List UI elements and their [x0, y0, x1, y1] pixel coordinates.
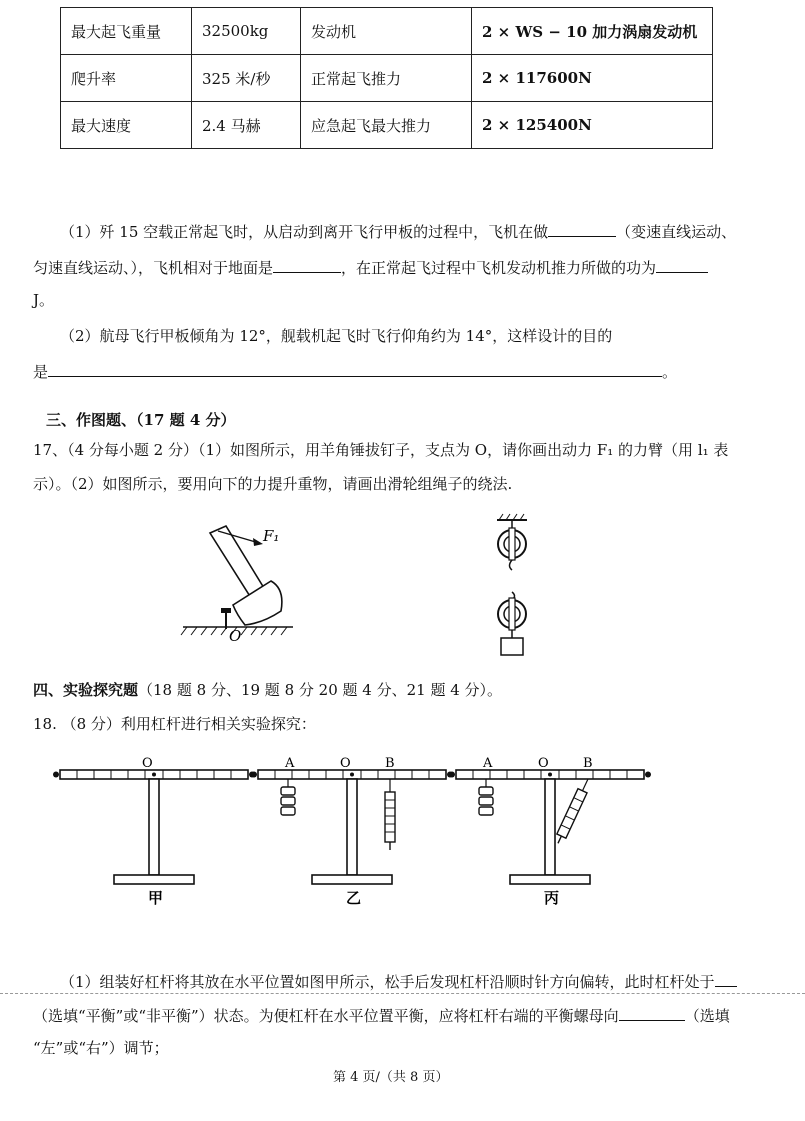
table-cell: 2 × 117600N	[472, 55, 713, 102]
q18-part1-line1: （1）组装好杠杆将其放在水平位置如图甲所示，松手后发现杠杆沿顺时针方向偏转，此时杠杆处于	[60, 970, 737, 992]
q16-part2-line1: （2）航母飞行甲板倾角为 12°，舰载机起飞时飞行仰角约为 14°，这样设计的目的	[60, 327, 613, 345]
table-cell: 发动机	[301, 8, 472, 55]
q16-part1-line3: J。	[33, 291, 55, 309]
table-cell: 应急起飞最大推力	[301, 102, 472, 149]
table-row	[61, 8, 713, 55]
q18-part1-line3: “左”或“右”）调节；	[33, 1039, 169, 1057]
table-cell: 325 米/秒	[192, 55, 301, 102]
pivot-o-label: O	[142, 756, 153, 771]
point-a-label: A	[483, 756, 493, 771]
table-cell: 2 × 125400N	[472, 102, 713, 149]
answer-blank	[548, 220, 616, 237]
q16-part2-line2: 是 。	[33, 360, 677, 382]
figure-caption-jia: 甲	[148, 889, 164, 907]
pivot-label: O	[229, 627, 242, 645]
point-a-label: A	[285, 756, 295, 771]
figure-caption-bing: 丙	[544, 889, 560, 907]
figure-caption-yi: 乙	[346, 889, 362, 907]
force-label: F₁	[263, 527, 280, 545]
section4-title: 四、实验探究题	[33, 681, 139, 699]
table-row	[61, 102, 713, 149]
table-cell: 最大速度	[61, 102, 192, 149]
page-number: 第 4 页/（共 8 页）	[333, 1070, 449, 1085]
answer-blank	[48, 360, 662, 377]
answer-blank	[273, 256, 341, 273]
table-row	[61, 55, 713, 102]
section4-heading	[33, 680, 502, 700]
claw-hammer-figure	[175, 515, 310, 645]
pivot-o-label: O	[340, 756, 351, 771]
table-cell: 最大起飞重量	[61, 8, 192, 55]
pulley-system-figure	[485, 510, 545, 660]
table-cell: 2 × WS − 10 加力涡扇发动机	[472, 8, 713, 55]
table-cell: 2.4 马赫	[192, 102, 301, 149]
section3-title: 三、作图题、（17 题 4 分）	[46, 411, 236, 429]
q16-part1-line1: （1）歼 15 空载正常起飞时，从启动到离开飞行甲板的过程中，飞机在做 （变速直线运动、	[60, 220, 736, 242]
q18-part1-line2: （选填“平衡”或“非平衡”）状态。为便杠杆在水平位置平衡，应将杠杆右端的平衡螺母向 （选填	[33, 1004, 730, 1026]
table-cell: 32500kg	[192, 8, 301, 55]
answer-blank	[715, 970, 737, 987]
fold-line	[0, 993, 805, 994]
aircraft-spec-table	[60, 7, 713, 149]
q16-part1-line2: 匀速直线运动、），飞机相对于地面是 ，在正常起飞过程中飞机发动机推力所做的功为	[33, 256, 708, 278]
q17-line1: 17、（4 分每小题 2 分）（1）如图所示，用羊角锤拔钉子，支点为 O，请你画出动力 F₁ 的力臂（用 l₁ 表	[33, 441, 729, 459]
answer-blank	[656, 256, 708, 273]
table-cell: 正常起飞推力	[301, 55, 472, 102]
q17-line2: 示）。（2）如图所示，要用向下的力提升重物，请画出滑轮组绳子的绕法.	[33, 475, 513, 493]
answer-blank	[619, 1004, 685, 1021]
section4-detail: （18 题 8 分、19 题 8 分 20 题 4 分、21 题 4 分）。	[138, 681, 503, 699]
lever-experiment-figures	[50, 755, 760, 915]
point-b-label: B	[583, 756, 593, 771]
table-cell: 爬升率	[61, 55, 192, 102]
point-b-label: B	[385, 756, 395, 771]
pivot-o-label: O	[538, 756, 549, 771]
q18-intro: 18. （8 分）利用杠杆进行相关实验探究：	[33, 715, 316, 733]
